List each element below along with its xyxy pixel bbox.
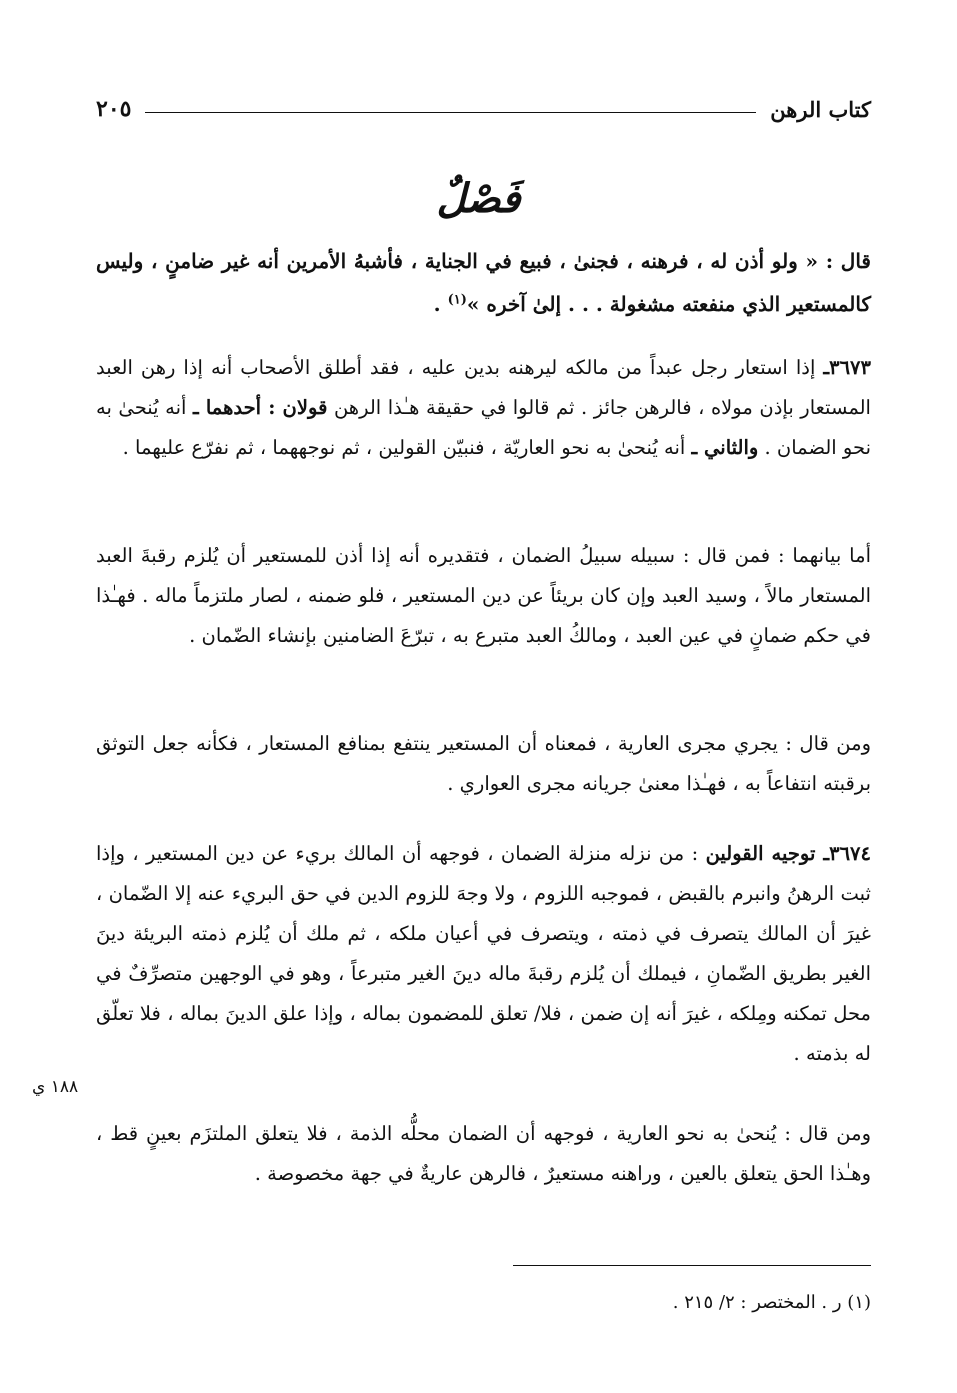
paragraph-text: أنه يُنحىٰ به نحو الضمان . (96, 396, 871, 459)
margin-manuscript-note: ١٨٨ ي (32, 1077, 79, 1097)
quoted-text (96, 240, 871, 326)
paragraph-loan-view: ومن قال : يجري مجرى العارية ، فمعناه أن المستعير ينتفع بمنافع المستعار ، فكأنه جعل التوثق برقبته انتفاعاً به ، فهـٰذا معنىٰ جريانه مجرى العواري . (96, 732, 871, 795)
footnote: (١) ر . المختصر : ٢/ ٢١٥ . (672, 1292, 871, 1313)
paragraph-3673 (96, 348, 871, 468)
paragraph-3674 (96, 834, 871, 1074)
paragraph-explanation: أما بيانهما : فمن قال : سبيله سبيلُ الضمان ، فتقديره أنه إذا أذن للمستعير أن يُلزم رقبةَ العبد المستعار مالاً ، وسيد العبد وإن كان بريئاً عن دين المستعير ، فلو ضمنه ، لصار ملتزماً ماله . فهـٰذا في حكم ضمانٍ في عين العبد ، ومالكُ العبد متبرع به ، تبرّعَ الضامنين بإنشاء الضّمان . (96, 544, 871, 647)
running-title: كتاب الرهن (770, 96, 871, 122)
paragraph-bold: والثاني ـ (691, 436, 759, 459)
paragraph-bold: توجيه القولين (705, 842, 824, 865)
footnote-separator (513, 1265, 871, 1266)
paragraph-text: أنه يُنحىٰ به نحو العاريّة ، فنبيّن القولين ، ثم نوجههما ، ثم نفرّع عليهما . (122, 436, 692, 459)
footnote-reference: (١) (447, 292, 467, 308)
paragraph-number: ٣٦٧٤ـ (823, 842, 871, 865)
quote-body: قال : « ولو أذن له ، فرهنه ، فجنىٰ ، فبيع في الجناية ، فأشبهُ الأمرين أنه غير ضامنٍ ، وليس كالمستعير الذي منفعته مشغولة . . . إلىٰ آخره » (96, 249, 871, 316)
quote-end: . (433, 292, 448, 316)
paragraph-final: ومن قال : يُنحىٰ به نحو العارية ، فوجهه أن الضمان محلُّه الذمة ، فلا يتعلق الملتزَم بعينٍ قط ، وهـٰذا الحق يتعلق بالعين ، وراهنه مستعيرٌ ، فالرهن عاريةٌ في جهة مخصوصة . (96, 1122, 871, 1185)
header-rule (145, 112, 756, 113)
paragraph-number: ٣٦٧٣ـ (823, 356, 871, 379)
section-heading: فَصْلٌ (436, 175, 521, 222)
page-number: ٢٠٥ (96, 96, 132, 122)
page-header (96, 92, 871, 126)
paragraph-text: إذا استعار رجل عبداً من مالكه ليرهنه بدين عليه ، فقد أطلق الأصحاب أنه إذا رهن العبد المستعار بإذن مولاه ، فالرهن جائز . ثم قالوا في حقيقة هـٰذا الرهن (96, 356, 871, 419)
paragraph-text: : من نزله منزلة الضمان ، فوجهه أن المالك بريء عن دين المستعير ، وإذا ثبت الرهنُ وانبرم بالقبض ، فموجبه اللزوم ، ولا وجهَ للزوم الدين في حق البريء عنه إلا الضّمان ، غيرَ أن المالك يتصرف في ذمته ، ويتصرف في أعيان ملكه ، ثم ملك أن يُلزم ذمته البريئة دينَ الغير بطريق الضّمانِ ، فيملك أن يُلزم رقبةَ ماله دينَ الغير متبرعاً ، وهو في الوجهين متصرِّفٌ في محل تمكنه ومِلكه ، غيرَ أنه إن ضمن ، فلا/ تعلق للمضمون بماله ، وإذا علق الدينَ بماله ، فلا تعلّق له بذمته . (96, 842, 872, 1065)
paragraph-bold: قولان : أحدهما ـ (193, 396, 328, 419)
